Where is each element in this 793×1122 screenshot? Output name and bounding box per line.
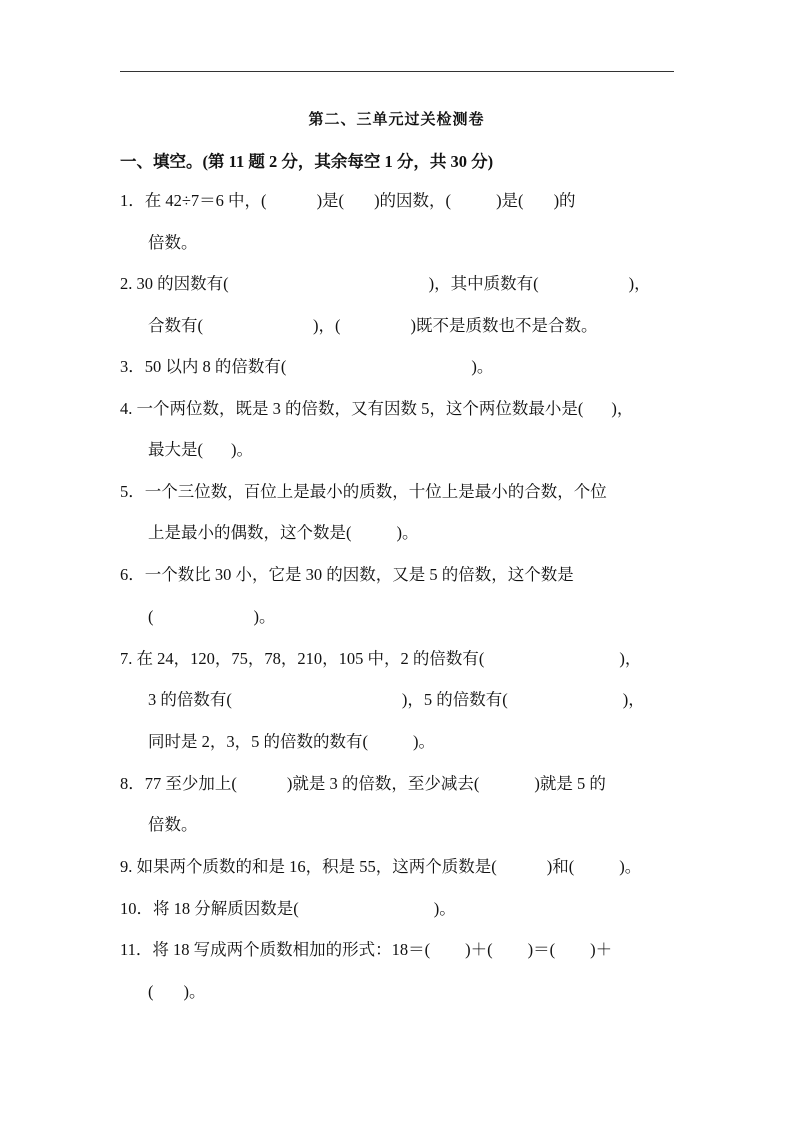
question-3-line-1: 3．50 以内 8 的倍数有( )。 — [120, 357, 494, 376]
question-11-line-2: ( )。 — [148, 982, 206, 1001]
question-6-line-1: 6．一个数比 30 小，它是 30 的因数，又是 5 的倍数，这个数是 — [120, 565, 574, 584]
question-11-line-1: 11．将 18 写成两个质数相加的形式：18＝( )＋( )＝( )＋ — [120, 940, 613, 959]
question-7-line-3: 同时是 2，3，5 的倍数的数有( )。 — [148, 732, 435, 751]
question-2-line-1: 2. 30 的因数有( )，其中质数有( )， — [120, 274, 651, 293]
section-heading: 一、填空。(第 11 题 2 分，其余每空 1 分，共 30 分) — [120, 152, 494, 171]
page-title: 第二、三单元过关检测卷 — [308, 112, 485, 128]
question-5-line-1: 5．一个三位数，百位上是最小的质数，十位上是最小的合数，个位 — [120, 482, 607, 501]
question-1-line-1: 1．在 42÷7＝6 中，( )是( )的因数，( )是( )的 — [120, 191, 576, 210]
question-1-line-2: 倍数。 — [148, 233, 198, 252]
question-10-line-1: 10．将 18 分解质因数是( )。 — [120, 899, 456, 918]
question-6-line-2: ( )。 — [148, 607, 276, 626]
question-8-line-2: 倍数。 — [148, 815, 198, 834]
question-2-line-2: 合数有( )，( )既不是质数也不是合数。 — [148, 316, 598, 335]
question-5-line-2: 上是最小的偶数，这个数是( )。 — [148, 523, 419, 542]
question-7-line-1: 7. 在 24，120，75，78，210，105 中，2 的倍数有( )， — [120, 649, 642, 668]
question-8-line-1: 8．77 至少加上( )就是 3 的倍数，至少减去( )就是 5 的 — [120, 774, 606, 793]
question-4-line-1: 4. 一个两位数，既是 3 的倍数，又有因数 5，这个两位数最小是( )， — [120, 399, 634, 418]
question-4-line-2: 最大是( )。 — [148, 440, 253, 459]
header-rule — [120, 71, 674, 72]
question-7-line-2: 3 的倍数有( )，5 的倍数有( )， — [148, 690, 645, 709]
question-9-line-1: 9. 如果两个质数的和是 16，积是 55，这两个质数是( )和( )。 — [120, 857, 642, 876]
